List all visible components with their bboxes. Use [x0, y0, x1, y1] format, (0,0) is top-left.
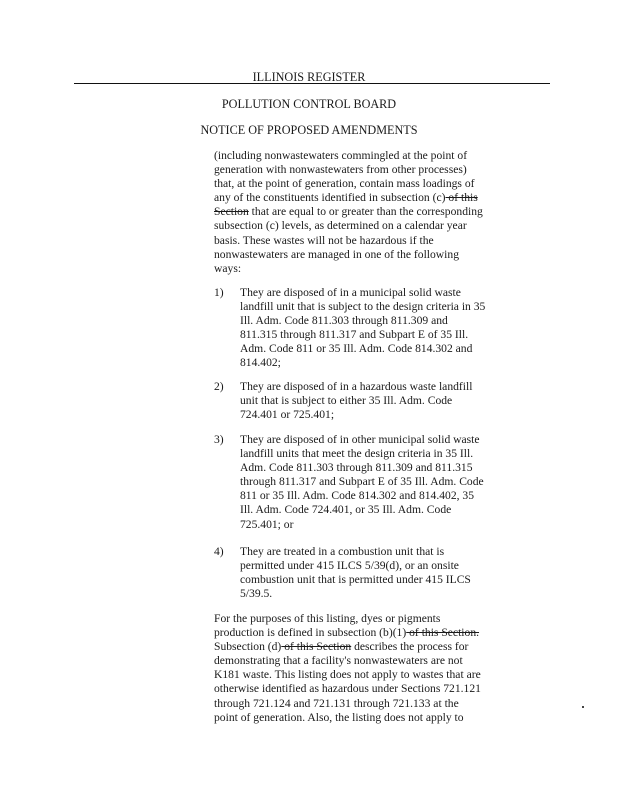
text-line: 724.401 or 725.401;	[240, 408, 335, 422]
text-line: They are treated in a combustion unit that is	[240, 545, 445, 558]
text-line: through 721.124 and 721.131 through 721.133 at the	[214, 696, 459, 710]
struck-text: of this	[445, 191, 478, 205]
notice-title: NOTICE OF PROPOSED AMENDMENTS	[200, 123, 418, 137]
text-line: (including nonwastewaters commingled at the point of	[214, 149, 468, 162]
text-line: 811 or 35 Ill. Adm. Code 814.302 and 814.402, 35	[240, 489, 475, 503]
item-number: 2)	[214, 380, 224, 393]
text-line: They are disposed of in a hazardous waste landfill	[240, 380, 473, 393]
text-run: production is defined in subsection (b)(1)	[214, 626, 407, 640]
text-line: For the purposes of this listing, dyes or pigments	[214, 612, 441, 625]
text-run: describes the process for	[351, 640, 469, 654]
register-title: ILLINOIS REGISTER	[252, 70, 366, 84]
closing-paragraph	[214, 612, 514, 725]
text-run: any of the constituents identified in subsection	[214, 191, 433, 205]
text-line: K181 waste. This listing does not apply to wastes that are	[214, 668, 481, 682]
text-run: Subsection (d)	[214, 640, 282, 654]
text-line: unit that is subject to either 35 Ill. Adm. Code	[240, 394, 453, 408]
text-line: basis. These wastes will not be hazardous if the	[214, 233, 434, 247]
struck-text: Section	[214, 205, 249, 219]
struck-text: of this Section.	[406, 626, 480, 640]
text-line: combustion unit that is permitted under 415 ILCS	[240, 573, 471, 587]
text-run: (c)	[432, 191, 446, 205]
text-line: ways:	[214, 261, 242, 275]
item-number: 3)	[214, 433, 224, 446]
item-number: 4)	[214, 545, 224, 558]
text-line: They are disposed of in a municipal solid waste	[240, 286, 461, 299]
text-line: generation with nonwastewaters from other processes)	[214, 163, 467, 177]
board-title: POLLUTION CONTROL BOARD	[221, 97, 397, 111]
item-text	[240, 380, 472, 422]
text-line: 814.402;	[240, 356, 281, 370]
intro-paragraph	[214, 149, 514, 276]
text-line: They are disposed of in other municipal solid waste	[240, 433, 480, 446]
text-line: Adm. Code 811.303 through 811.309 and 811.315	[240, 461, 473, 475]
item-text	[240, 286, 485, 371]
struck-text: of this Section	[281, 640, 352, 654]
text-line	[214, 640, 514, 654]
text-line	[214, 626, 514, 640]
text-line: 811.315 through 811.317 and Subpart E of 35 Ill.	[240, 328, 469, 342]
item-text	[240, 545, 471, 601]
text-line: point of generation. Also, the listing does not apply to	[214, 710, 464, 724]
text-line: otherwise identified as hazardous under Sections 721.121	[214, 682, 481, 696]
text-line: that, at the point of generation, contain mass loadings of	[214, 177, 475, 191]
text-line: subsection (c) levels, as determined on a calendar year	[214, 219, 467, 233]
text-line	[214, 205, 514, 219]
item-number: 1)	[214, 286, 224, 299]
text-line: Adm. Code 811 or 35 Ill. Adm. Code 814.302 and	[240, 342, 473, 356]
text-line: demonstrating that a facility's nonwastewaters are not	[214, 654, 463, 668]
text-line	[214, 191, 514, 205]
text-line: landfill unit that is subject to the design criteria in 35	[240, 300, 486, 314]
text-line: through 811.317 and Subpart E of 35 Ill. Adm. Code	[240, 475, 484, 489]
item-text	[240, 433, 484, 532]
text-line: Ill. Adm. Code 811.303 through 811.309 and	[240, 314, 448, 328]
text-run: that are equal to or greater than the corresponding	[248, 205, 483, 219]
text-line: nonwastewaters are managed in one of the following	[214, 247, 459, 261]
scan-speck	[582, 706, 584, 708]
text-line: landfill units that meet the design criteria in 35 Ill.	[240, 447, 474, 461]
text-line: permitted under 415 ILCS 5/39(d), or an onsite	[240, 559, 459, 573]
text-line: Ill. Adm. Code 724.401, or 35 Ill. Adm. Code	[240, 503, 452, 517]
text-line: 5/39.5.	[240, 587, 273, 601]
text-line: 725.401; or	[240, 517, 294, 531]
header-rule	[74, 83, 550, 84]
